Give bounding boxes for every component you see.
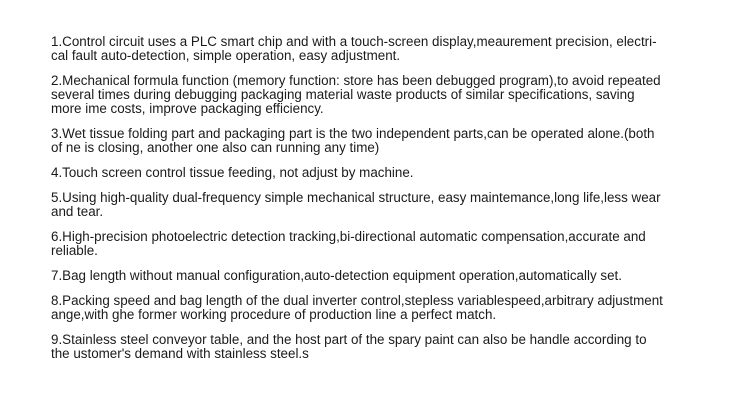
feature-line: reliable. <box>51 243 98 258</box>
feature-list <box>51 35 711 372</box>
feature-item-4 <box>51 166 711 180</box>
feature-line: 3.Wet tissue folding part and packaging part is the two independent parts,can be operated alone.(both <box>51 126 655 141</box>
feature-line: ange,with ghe former working procedure of production line a perfect match. <box>51 307 497 322</box>
feature-line: 8.Packing speed and bag length of the dual inverter control,stepless variablespeed,arbitrary adjustment <box>51 293 663 308</box>
feature-item-5 <box>51 191 711 219</box>
feature-line: and tear. <box>51 204 104 219</box>
feature-line: cal fault auto-detection, simple operation, easy adjustment. <box>51 48 401 63</box>
feature-line: 6.High-precision photoelectric detection tracking,bi-directional automatic compensation,accurate and <box>51 229 646 244</box>
feature-item-8 <box>51 294 711 322</box>
feature-item-3 <box>51 127 711 155</box>
feature-item-7 <box>51 269 711 283</box>
feature-line: several times during debugging packaging material waste products of similar specifications, saving <box>51 87 635 102</box>
feature-line: 7.Bag length without manual configuration,auto-detection equipment operation,automatically set. <box>51 268 622 283</box>
feature-line: more ime costs, improve packaging efficiency. <box>51 101 324 116</box>
feature-line: 2.Mechanical formula function (memory function: store has been debugged program),to avoid repeated <box>51 73 661 88</box>
feature-line: 4.Touch screen control tissue feeding, not adjust by machine. <box>51 165 414 180</box>
feature-item-2 <box>51 74 711 116</box>
feature-line: 5.Using high-quality dual-frequency simple mechanical structure, easy maintemance,long life,less wear <box>51 190 661 205</box>
feature-item-1 <box>51 35 711 63</box>
feature-item-9 <box>51 333 711 361</box>
feature-item-6 <box>51 230 711 258</box>
feature-line: 9.Stainless steel conveyor table, and the host part of the spary paint can also be handle according to <box>51 332 647 347</box>
feature-line: the ustomer's demand with stainless steel.s <box>51 346 309 361</box>
feature-line: of ne is closing, another one also can running any time) <box>51 140 380 155</box>
feature-line: 1.Control circuit uses a PLC smart chip and with a touch-screen display,meaurement precision, electri- <box>51 34 657 49</box>
